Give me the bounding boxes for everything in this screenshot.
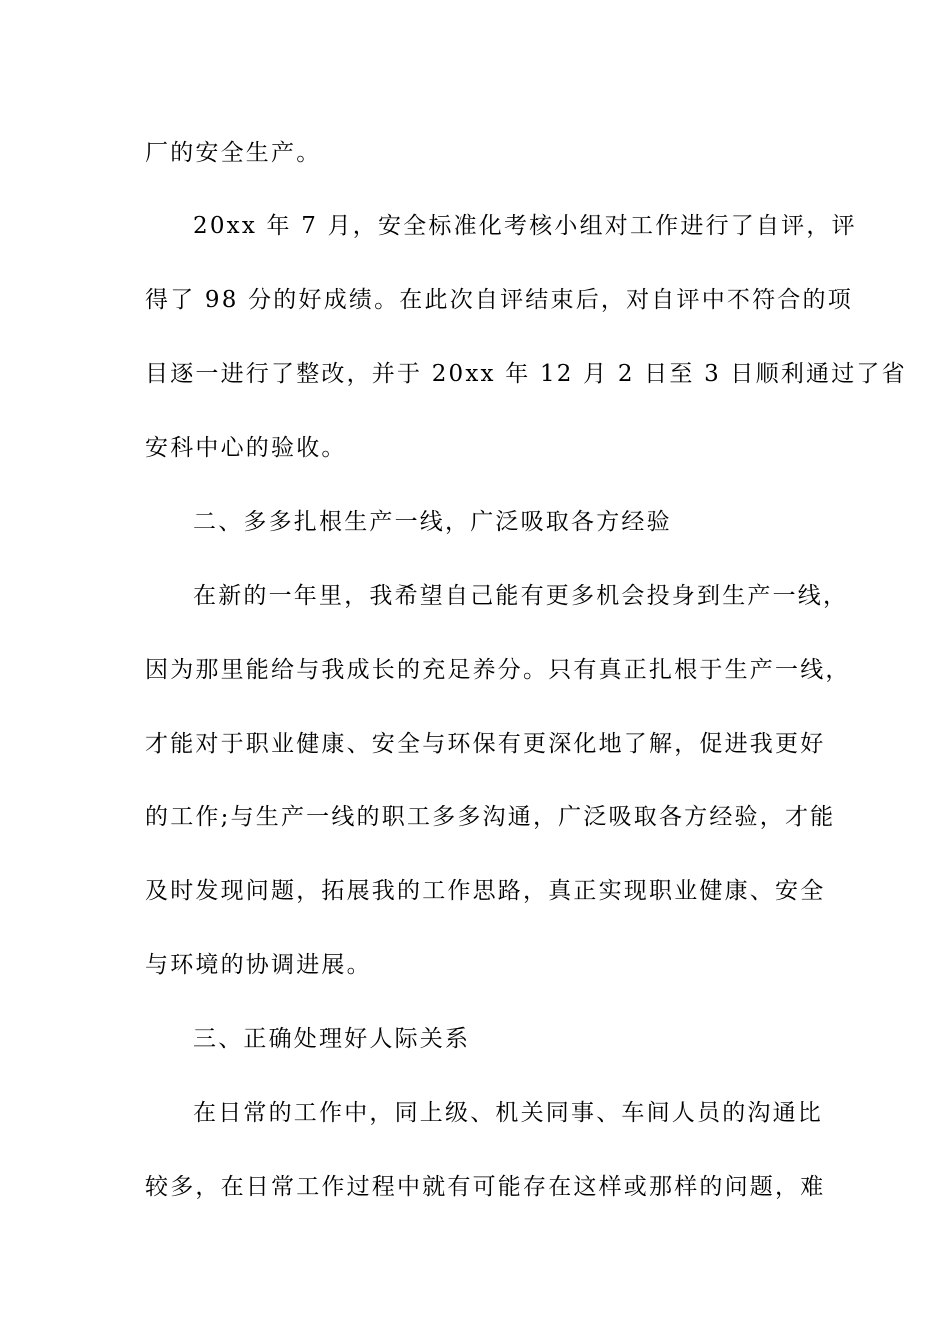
text-line: 及时发现问题，拓展我的工作思路，真正实现职业健康、安全 <box>145 878 826 904</box>
text-line: 才能对于职业健康、安全与环保有更深化地了解，促进我更好 <box>145 731 826 757</box>
text-line: 与环境的协调进展。 <box>145 952 372 978</box>
text-line: 得了 98 分的好成绩。在此次自评结束后，对自评中不符合的项 <box>145 287 853 313</box>
section-heading: 二、多多扎根生产一线，广泛吸取各方经验 <box>193 509 672 535</box>
text-line: 20xx 年 7 月，安全标准化考核小组对工作进行了自评，评 <box>193 213 857 239</box>
text-line: 安科中心的验收。 <box>145 435 347 461</box>
text-line: 厂的安全生产。 <box>145 140 322 166</box>
text-line: 的工作;与生产一线的职工多多沟通，广泛吸取各方经验，才能 <box>145 804 836 830</box>
text-line: 目逐一进行了整改，并于 20xx 年 12 月 2 日至 3 日顺利通过了省 <box>145 361 907 387</box>
text-line: 在新的一年里，我希望自己能有更多机会投身到生产一线， <box>193 583 849 609</box>
text-line: 较多，在日常工作过程中就有可能存在这样或那样的问题，难 <box>145 1174 826 1200</box>
text-line: 在日常的工作中，同上级、机关同事、车间人员的沟通比 <box>193 1100 823 1126</box>
section-heading: 三、正确处理好人际关系 <box>193 1026 471 1052</box>
text-line: 因为那里能给与我成长的充足养分。只有真正扎根于生产一线， <box>145 657 851 683</box>
